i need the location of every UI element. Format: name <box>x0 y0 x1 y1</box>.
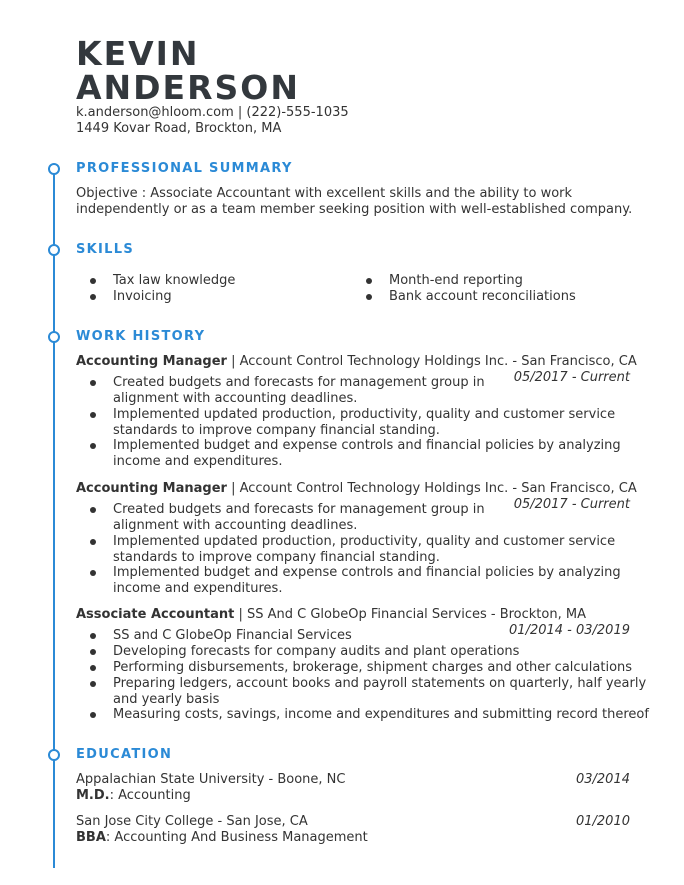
skill-item: Bank account reconciliations <box>389 289 576 304</box>
bullet-icon <box>90 539 96 545</box>
job-dates: 01/2014 - 03/2019 <box>509 623 630 638</box>
job-bullet-line: and yearly basis <box>113 692 220 707</box>
education-date: 03/2014 <box>575 772 630 787</box>
bullet-icon <box>90 633 96 639</box>
job-title-line <box>76 481 637 497</box>
job-bullet-line: Implemented updated production, productivity, quality and customer service <box>113 407 616 422</box>
bullet-icon <box>90 681 96 687</box>
job-bullet-line: SS and C GlobeOp Financial Services <box>113 628 352 643</box>
bullet-icon <box>90 712 96 718</box>
job-bullet-line: alignment with accounting deadlines. <box>113 391 358 406</box>
job-title-line <box>76 354 637 370</box>
job-company: | Account Control Technology Holdings Inc. - San Francisco, CA <box>226 481 637 496</box>
job-title: Accounting Manager <box>76 481 227 496</box>
bullet-icon <box>366 278 372 284</box>
education-school: Appalachian State University - Boone, NC <box>76 772 346 787</box>
job-bullet-line: Implemented updated production, productivity, quality and customer service <box>113 534 616 549</box>
education-degree-line <box>76 830 368 846</box>
job-bullet-line: Implemented budget and expense controls and financial policies by analyzing <box>113 565 621 580</box>
skill-item: Month-end reporting <box>389 273 523 288</box>
education-degree: M.D. <box>76 788 110 803</box>
bullet-icon <box>90 649 96 655</box>
work-heading: WORK HISTORY <box>76 329 206 344</box>
skill-item: Invoicing <box>113 289 172 304</box>
job-bullet-line: standards to improve company financial standing. <box>113 550 440 565</box>
job-dates: 05/2017 - Current <box>513 497 630 512</box>
education-degree: BBA <box>76 830 106 845</box>
contact-email-phone: k.anderson@hloom.com | (222)-555-1035 <box>76 105 349 120</box>
summary-heading: PROFESSIONAL SUMMARY <box>76 161 293 176</box>
bullet-icon <box>90 443 96 449</box>
job-company: | SS And C GlobeOp Financial Services - Brockton, MA <box>234 607 586 622</box>
bullet-icon <box>90 507 96 513</box>
job-company: | Account Control Technology Holdings Inc. - San Francisco, CA <box>226 354 637 369</box>
contact-address: 1449 Kovar Road, Brockton, MA <box>76 121 282 136</box>
education-date: 01/2010 <box>575 814 630 829</box>
education-field: : Accounting And Business Management <box>105 830 368 845</box>
first-name: KEVIN <box>76 34 200 73</box>
last-name: ANDERSON <box>76 68 300 107</box>
skills-heading: SKILLS <box>76 242 135 257</box>
timeline-dot-summary <box>48 163 60 175</box>
bullet-icon <box>90 665 96 671</box>
job-bullet-line: standards to improve company financial standing. <box>113 423 440 438</box>
timeline-line <box>53 168 55 868</box>
summary-line-2: independently or as a team member seeking position with well-established company. <box>76 202 633 217</box>
job-bullet-line: Developing forecasts for company audits and plant operations <box>113 644 520 659</box>
timeline-dot-education <box>48 749 60 761</box>
summary-line-1: Objective : Associate Accountant with excellent skills and the ability to work <box>76 186 573 201</box>
bullet-icon <box>90 570 96 576</box>
timeline-dot-skills <box>48 244 60 256</box>
education-heading: EDUCATION <box>76 747 173 762</box>
job-bullet-line: Created budgets and forecasts for management group in <box>113 502 485 517</box>
education-school: San Jose City College - San Jose, CA <box>76 814 308 829</box>
job-title: Associate Accountant <box>76 607 235 622</box>
job-bullet-line: income and expenditures. <box>113 581 283 596</box>
bullet-icon <box>90 412 96 418</box>
bullet-icon <box>366 294 372 300</box>
job-title-line <box>76 607 586 623</box>
job-title: Accounting Manager <box>76 354 227 369</box>
job-bullet-line: Implemented budget and expense controls and financial policies by analyzing <box>113 438 621 453</box>
bullet-icon <box>90 294 96 300</box>
job-bullet-line: income and expenditures. <box>113 454 283 469</box>
job-bullet-line: Preparing ledgers, account books and payroll statements on quarterly, half yearly <box>113 676 647 691</box>
education-field: : Accounting <box>109 788 191 803</box>
job-bullet-line: Created budgets and forecasts for management group in <box>113 375 485 390</box>
bullet-icon <box>90 278 96 284</box>
education-degree-line <box>76 788 191 804</box>
job-bullet-line: Performing disbursements, brokerage, shipment charges and other calculations <box>113 660 633 675</box>
bullet-icon <box>90 380 96 386</box>
job-bullet-line: alignment with accounting deadlines. <box>113 518 358 533</box>
job-dates: 05/2017 - Current <box>513 370 630 385</box>
timeline-dot-work <box>48 331 60 343</box>
skill-item: Tax law knowledge <box>113 273 236 288</box>
job-bullet-line: Measuring costs, savings, income and expenditures and submitting record thereof <box>113 707 649 722</box>
